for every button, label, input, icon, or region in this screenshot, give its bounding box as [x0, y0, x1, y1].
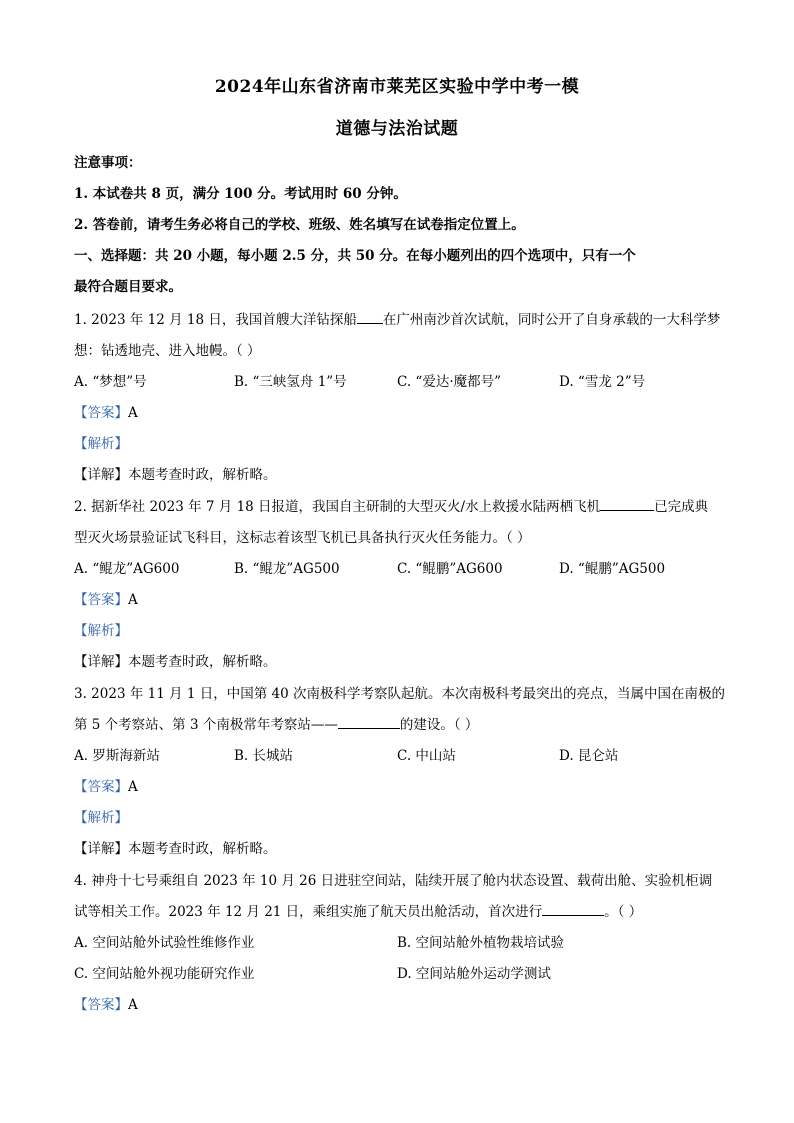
- detail-tag: 【详解】: [74, 654, 128, 670]
- answer-value: A: [128, 779, 138, 795]
- question-1-text-post: 在广州南沙首次试航，同时公开了自身承载的一大科学梦: [382, 312, 721, 328]
- question-3-option-d: D. 昆仑站: [559, 748, 619, 764]
- question-2-answer: [74, 588, 724, 608]
- question-1-analysis: [74, 432, 724, 452]
- section-instructions-line1: 一、选择题：共 20 小题，每小题 2.5 分，共 50 分。在每小题列出的四个选项中，只有一个: [74, 248, 636, 264]
- question-3-option-b: B. 长城站: [234, 748, 294, 764]
- question-2-analysis: [74, 619, 724, 639]
- question-2-stem-line2: 型灭火场景验证试飞科目，这标志着该型飞机已具备执行灭火任务能力。（ ）: [74, 530, 531, 546]
- question-4-answer: [74, 993, 724, 1013]
- question-3-answer: [74, 775, 724, 795]
- question-1-text-pre: 1. 2023 年 12 月 18 日，我国首艘大洋钻探船: [74, 312, 357, 328]
- question-4-text-pre: 试等相关工作。2023 年 12 月 21 日，乘组实施了航天员出舱活动，首次进行: [74, 904, 543, 920]
- question-1-blank: [357, 311, 383, 324]
- question-2-detail: [74, 650, 724, 670]
- question-1-stem-line1: [74, 308, 724, 328]
- analysis-tag: 【解析】: [74, 436, 128, 452]
- question-3-stem-line2: [74, 713, 724, 733]
- analysis-tag: 【解析】: [74, 623, 128, 639]
- question-2-option-c: C. “鲲鹏”AG600: [397, 561, 503, 577]
- answer-value: A: [128, 405, 138, 421]
- question-4-option-c: C. 空间站舱外视功能研究作业: [74, 966, 255, 982]
- question-2-blank: [600, 498, 654, 511]
- detail-text: 本题考查时政，解析略。: [128, 841, 277, 857]
- question-4-stem-line1: 4. 神舟十七号乘组自 2023 年 10 月 26 日进驻空间站，陆续开展了舱内状态设置、载荷出舱、实验机柜调: [74, 873, 713, 889]
- question-3-analysis: [74, 806, 724, 826]
- question-4-text-post: 。（ ）: [604, 904, 643, 920]
- notice-item-2: 2. 答卷前，请考生务必将自己的学校、班级、姓名填写在试卷指定位置上。: [74, 217, 525, 233]
- answer-tag: 【答案】: [74, 405, 128, 421]
- answer-tag: 【答案】: [74, 997, 128, 1013]
- section-instructions-line2: 最符合题目要求。: [74, 279, 182, 295]
- question-1-option-a: A. “梦想”号: [74, 374, 147, 390]
- answer-value: A: [128, 592, 138, 608]
- question-4-stem-line2: [74, 900, 724, 920]
- question-2-option-b: B. “鲲龙”AG500: [234, 561, 340, 577]
- question-2-option-d: D. “鲲鹏”AG500: [559, 561, 666, 577]
- question-4-option-d: D. 空间站舱外运动学测试: [397, 966, 551, 982]
- detail-text: 本题考查时政，解析略。: [128, 467, 277, 483]
- question-3-stem-line1: 3. 2023 年 11 月 1 日，中国第 40 次南极科学考察队起航。本次南极科考最突出的亮点，当属中国在南极的: [74, 686, 726, 702]
- question-1-stem-line2: 想：钻透地壳、进入地幔。（ ）: [74, 343, 261, 359]
- question-3-text-pre: 第 5 个考察站、第 3 个南极常年考察站——: [74, 717, 338, 733]
- question-3-blank: [338, 716, 400, 729]
- question-2-text-post: 已完成典: [654, 499, 709, 515]
- question-2-option-a: A. “鲲龙”AG600: [74, 561, 180, 577]
- answer-tag: 【答案】: [74, 592, 128, 608]
- question-4-option-b: B. 空间站舱外植物栽培试验: [397, 935, 565, 951]
- detail-text: 本题考查时政，解析略。: [128, 654, 277, 670]
- question-2-stem-line1: [74, 495, 724, 515]
- question-2-text-pre: 2. 据新华社 2023 年 7 月 18 日报道，我国自主研制的大型灭火/水上救援水陆两栖飞机: [74, 499, 601, 515]
- question-1-detail: [74, 463, 724, 483]
- question-3-detail: [74, 837, 724, 857]
- question-3-text-post: 的建设。（ ）: [399, 717, 479, 733]
- question-4-option-a: A. 空间站舱外试验性维修作业: [74, 935, 255, 951]
- notice-item-1: 1. 本试卷共 8 页，满分 100 分。考试用时 60 分钟。: [74, 186, 407, 202]
- answer-value: A: [128, 997, 138, 1013]
- answer-tag: 【答案】: [74, 779, 128, 795]
- question-3-option-c: C. 中山站: [397, 748, 456, 764]
- question-1-answer: [74, 401, 724, 421]
- detail-tag: 【详解】: [74, 467, 128, 483]
- notice-heading: 注意事项：: [74, 155, 142, 171]
- question-4-blank: [542, 903, 604, 916]
- question-1-option-c: C. “爱达·魔都号”: [397, 374, 502, 390]
- question-3-option-a: A. 罗斯海新站: [74, 748, 160, 764]
- question-1-option-d: D. “雪龙 2”号: [559, 374, 646, 390]
- question-1-option-b: B. “三峡氢舟 1”号: [234, 374, 347, 390]
- exam-title: 2024年山东省济南市莱芜区实验中学中考一模: [214, 77, 580, 97]
- analysis-tag: 【解析】: [74, 810, 128, 826]
- detail-tag: 【详解】: [74, 841, 128, 857]
- exam-subtitle: 道德与法治试题: [335, 119, 459, 139]
